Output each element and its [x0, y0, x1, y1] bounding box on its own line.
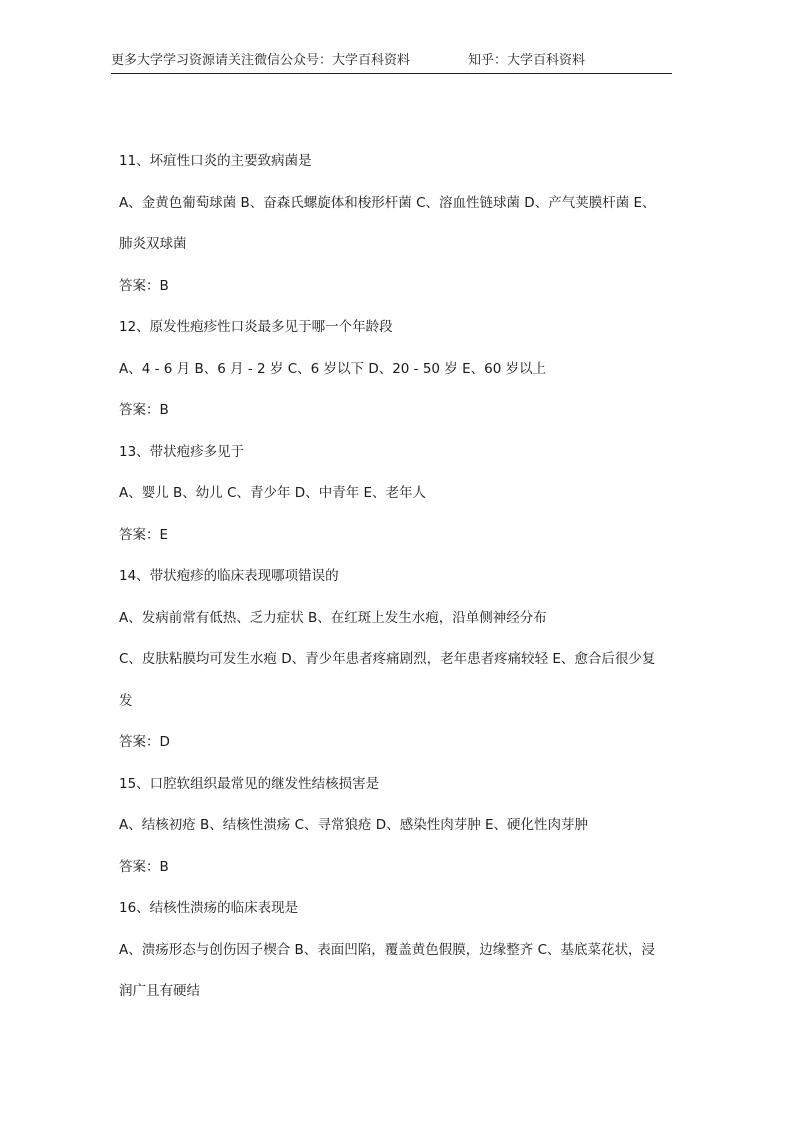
- question-11-options-cont: 肺炎双球菌: [119, 236, 187, 252]
- answer-14: 答案：D: [119, 734, 170, 750]
- answer-11: 答案：B: [119, 277, 169, 294]
- question-15-options: A、结核初疮 B、结核性溃疡 C、寻常狼疮 D、感染性肉芽肿 E、硬化性肉芽肿: [119, 817, 589, 833]
- question-11: 11、坏疽性口炎的主要致病菌是: [119, 153, 312, 169]
- question-14-options-cont: C、皮肤粘膜均可发生水疱 D、青少年患者疼痛剧烈，老年患者疼痛较轻 E、愈合后很少复: [119, 651, 656, 667]
- question-12: 12、原发性疱疹性口炎最多见于哪一个年龄段: [119, 319, 393, 335]
- question-12-options: A、4 - 6 月 B、6 月 - 2 岁 C、6 岁以下 D、20 - 50 岁 E、60 岁以上: [119, 360, 547, 377]
- header-wechat-notice: 更多大学学习资源请关注微信公众号：大学百科资料: [111, 53, 411, 68]
- document-body: [119, 141, 677, 1013]
- answer-12: 答案：B: [119, 402, 169, 418]
- question-16-options: A、溃疡形态与创伤因子楔合 B、表面凹陷，覆盖黄色假膜，边缘整齐 C、基底菜花状，浸: [119, 941, 656, 958]
- question-14-options-end: 发: [119, 692, 133, 709]
- answer-15: 答案：B: [119, 858, 169, 875]
- question-13: 13、带状疱疹多见于: [119, 443, 245, 460]
- answer-13: 答案：E: [119, 526, 169, 543]
- header-zhihu-notice: 知乎：大学百科资料: [468, 53, 586, 68]
- question-14: 14、带状疱疹的临床表现哪项错误的: [119, 568, 339, 584]
- page-header: [111, 50, 672, 74]
- question-16: 16、结核性溃疡的临床表现是: [119, 900, 299, 916]
- question-14-options: A、发病前常有低热、乏力症状 B、在红斑上发生水疱，沿单侧神经分布: [119, 609, 547, 626]
- question-13-options: A、婴儿 B、幼儿 C、青少年 D、中青年 E、老年人: [119, 485, 427, 501]
- question-11-options: A、金黄色葡萄球菌 B、奋森氏螺旋体和梭形杆菌 C、溶血性链球菌 D、产气荚膜杆菌 E、: [119, 194, 656, 211]
- question-16-options-cont: 润广且有硬结: [119, 983, 200, 999]
- question-15: 15、口腔软组织最常见的继发性结核损害是: [119, 775, 380, 792]
